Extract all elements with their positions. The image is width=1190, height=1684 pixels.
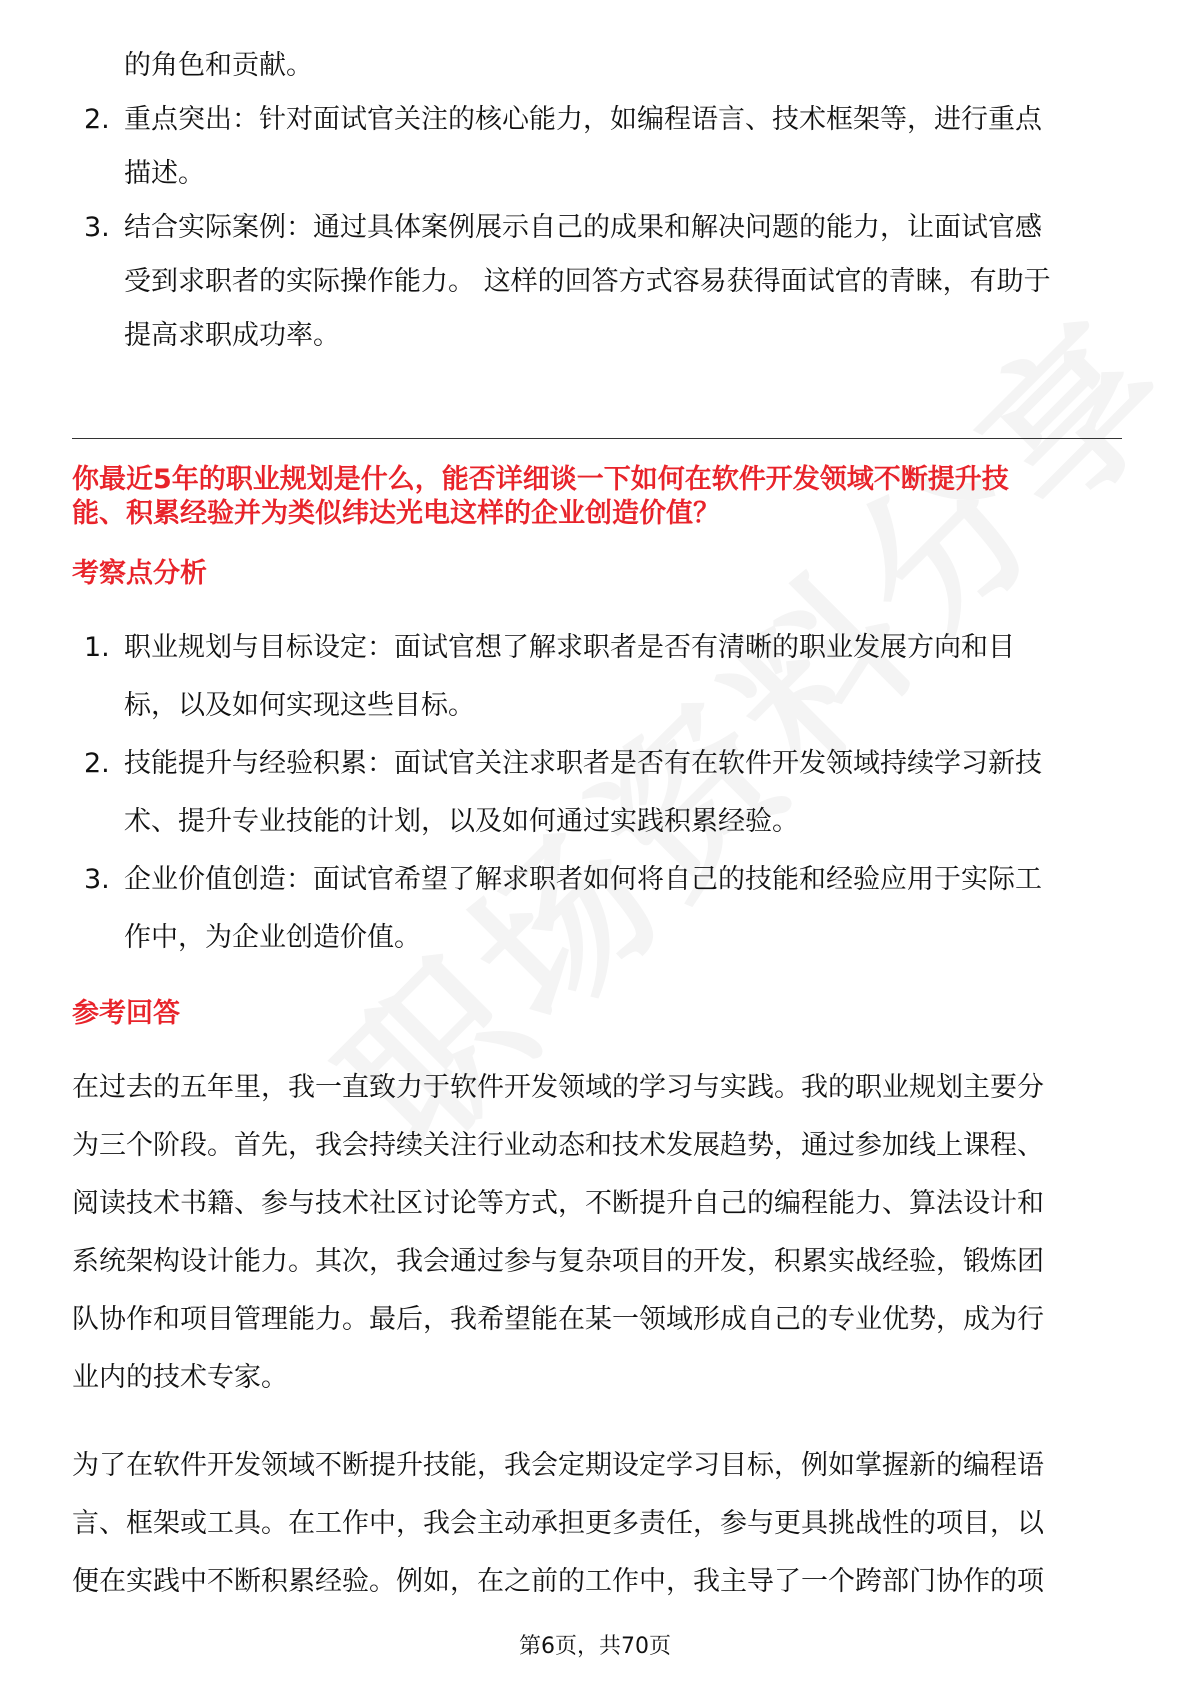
paragraph-line: 队协作和项目管理能力。最后，我希望能在某一领域形成自己的专业优势，成为行 [72,1304,1044,1335]
paragraph-line: 在过去的五年里，我一直致力于软件开发领域的学习与实践。我的职业规划主要分 [72,1072,1044,1103]
list-item-line: 职业规划与目标设定：面试官想了解求职者是否有清晰的职业发展方向和目 [124,632,1015,663]
page-footer: 第6页，共70页 [519,1634,671,1659]
paragraph-line: 系统架构设计能力。其次，我会通过参与复杂项目的开发，积累实战经验，锻炼团 [72,1246,1044,1277]
paragraph-line: 便在实践中不断积累经验。例如，在之前的工作中，我主导了一个跨部门协作的项 [72,1566,1044,1597]
paragraph-line: 业内的技术专家。 [72,1362,288,1393]
list-item-line: 作中，为企业创造价值。 [124,922,421,953]
list-item-line: 结合实际案例：通过具体案例展示自己的成果和解决问题的能力，让面试官感 [124,212,1042,243]
list-number: 2. [84,748,110,779]
list-item-line: 提高求职成功率。 [124,320,340,351]
analysis-heading: 考察点分析 [72,558,207,589]
list-item-continuation: 的角色和贡献。 [124,50,313,81]
list-number: 3. [84,212,110,243]
list-item-line: 重点突出：针对面试官关注的核心能力，如编程语言、技术框架等，进行重点 [124,104,1042,135]
list-item-line: 描述。 [124,158,205,189]
list-item-line: 标，以及如何实现这些目标。 [124,690,475,721]
list-item-line: 受到求职者的实际操作能力。 这样的回答方式容易获得面试官的青睐，有助于 [124,266,1051,297]
list-number: 1. [84,632,110,663]
list-item-line: 术、提升专业技能的计划，以及如何通过实践积累经验。 [124,806,799,837]
answer-heading: 参考回答 [72,998,180,1029]
list-item-line: 技能提升与经验积累：面试官关注求职者是否有在软件开发领域持续学习新技 [124,748,1042,779]
paragraph-line: 为了在软件开发领域不断提升技能，我会定期设定学习目标，例如掌握新的编程语 [72,1450,1044,1481]
question-title-line: 你最近5年的职业规划是什么，能否详细谈一下如何在软件开发领域不断提升技 [72,464,1009,495]
list-number: 3. [84,864,110,895]
question-title-line: 能、积累经验并为类似纬达光电这样的企业创造价值？ [72,498,720,529]
list-item-line: 企业价值创造：面试官希望了解求职者如何将自己的技能和经验应用于实际工 [124,864,1042,895]
list-number: 2. [84,104,110,135]
paragraph-line: 阅读技术书籍、参与技术社区讨论等方式，不断提升自己的编程能力、算法设计和 [72,1188,1044,1219]
paragraph-line: 为三个阶段。首先，我会持续关注行业动态和技术发展趋势，通过参加线上课程、 [72,1130,1044,1161]
section-divider [72,438,1122,439]
paragraph-line: 言、框架或工具。在工作中，我会主动承担更多责任，参与更具挑战性的项目，以 [72,1508,1044,1539]
